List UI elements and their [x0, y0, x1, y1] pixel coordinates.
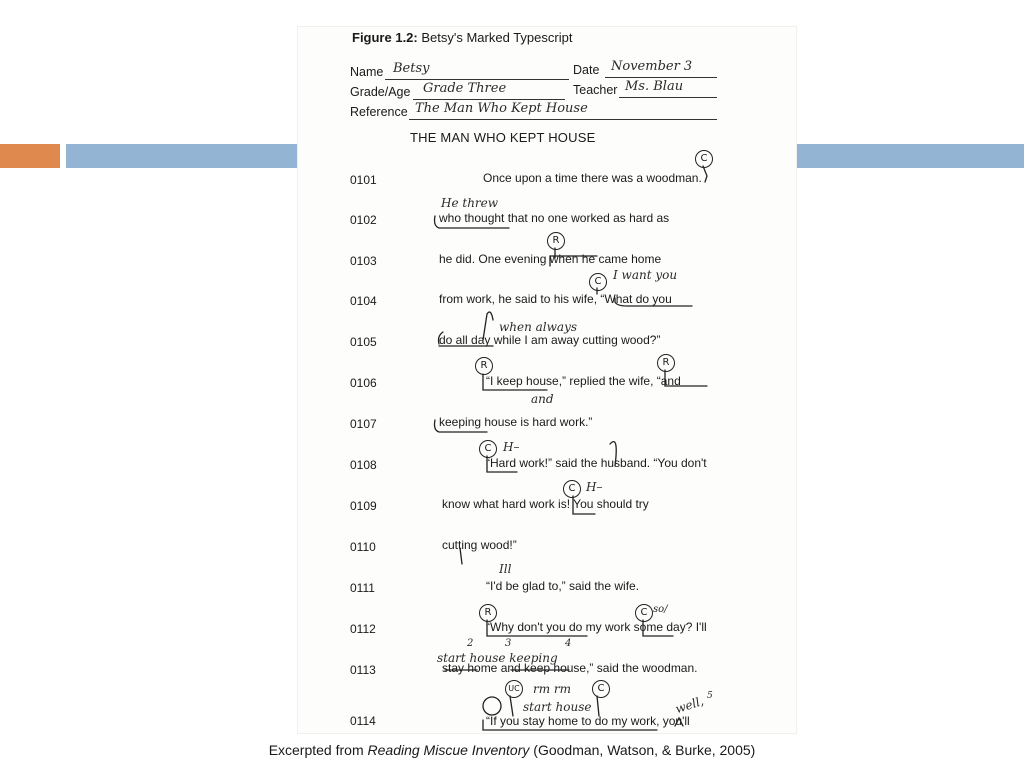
correction-mark: C: [563, 480, 581, 498]
miscue-annotation: start house: [523, 700, 592, 714]
miscue-annotation: rm rm: [533, 682, 572, 696]
line-number: 0110: [350, 540, 376, 554]
line-number: 0101: [350, 173, 377, 187]
caption-source-title: Reading Miscue Inventory: [367, 742, 530, 758]
miscue-annotation: well,: [673, 693, 706, 717]
line-number: 0106: [350, 376, 377, 390]
figure-title: [352, 30, 572, 45]
story-line: from work, he said to his wife, “What do you: [439, 292, 672, 306]
story-line: “I'd be glad to,” said the wife.: [486, 579, 640, 593]
correction-mark: C: [589, 273, 607, 291]
date-label: Date: [573, 63, 600, 77]
correction-mark: C: [592, 680, 610, 698]
line-number: 0108: [350, 458, 377, 472]
correction-mark: C: [695, 150, 713, 168]
reference-value: The Man Who Kept House: [415, 101, 588, 116]
story-line: cutting wood!”: [442, 538, 517, 552]
line-number: 0102: [350, 213, 377, 227]
caption-prefix: Excerpted from: [268, 742, 368, 758]
line-number: 0107: [350, 417, 377, 431]
miscue-annotation: 4: [565, 638, 572, 649]
miscue-annotation: when always: [499, 320, 577, 334]
story-line: keeping house is hard work.”: [439, 415, 593, 429]
miscue-annotation: 2: [467, 638, 474, 649]
line-number: 0112: [350, 622, 376, 636]
miscue-annotation: H–: [586, 480, 603, 494]
story-line: “Hard work!” said the husband. “You don't: [486, 456, 707, 470]
line-number: 0109: [350, 499, 377, 513]
repetition-mark: R: [547, 232, 565, 250]
line-number: 0114: [350, 714, 376, 728]
miscue-annotation: 3: [505, 638, 512, 649]
story-line: “I keep house,” replied the wife, “and: [486, 374, 681, 388]
story-line: stay home and keep house,” said the woodman.: [442, 661, 698, 675]
story-line: he did. One evening when he came home: [439, 252, 662, 266]
story-title: THE MAN WHO KEPT HOUSE: [410, 130, 596, 145]
line-number: 0104: [350, 294, 377, 308]
teacher-label: Teacher: [573, 83, 618, 97]
miscue-annotation: 5: [707, 691, 713, 701]
story-line: “Why don't you do my work some day? I'll: [486, 620, 707, 634]
line-number: 0105: [350, 335, 377, 349]
story-line: Once upon a time there was a woodman.: [483, 171, 702, 185]
repetition-mark: R: [479, 604, 497, 622]
accent-bar-blue-right: [797, 144, 1024, 168]
name-label: Name: [350, 65, 384, 79]
story-line: do all day while I am away cutting wood?”: [439, 333, 661, 347]
repetition-mark: R: [657, 354, 675, 372]
miscue-annotation: He threw: [441, 196, 499, 210]
figure-caption: [0, 742, 1024, 758]
date-value: November 3: [611, 59, 693, 74]
unsuccessful-correction-mark: UC: [505, 680, 523, 698]
grade-value: Grade Three: [423, 81, 507, 96]
line-number: 0113: [350, 663, 376, 677]
caption-citation: (Goodman, Watson, & Burke, 2005): [529, 742, 756, 758]
miscue-annotation: and: [531, 392, 554, 406]
repetition-mark: R: [475, 357, 493, 375]
line-number: 0111: [350, 581, 375, 595]
story-line: who thought that no one worked as hard as: [439, 211, 670, 225]
story-line: know what hard work is! You should try: [442, 497, 649, 511]
accent-bar-orange: [0, 144, 60, 168]
correction-mark: C: [635, 604, 653, 622]
correction-mark: C: [479, 440, 497, 458]
typescript-scan: [297, 26, 797, 734]
miscue-annotation: Ill: [499, 562, 512, 576]
line-number: 0103: [350, 254, 377, 268]
figure-name: Betsy's Marked Typescript: [421, 30, 573, 45]
miscue-annotation: so/: [653, 604, 668, 615]
miscue-annotation: I want you: [613, 268, 678, 282]
miscue-annotation: start house keeping: [437, 651, 558, 665]
figure-label: Figure 1.2:: [352, 30, 418, 45]
miscue-annotation: H–: [503, 440, 520, 454]
accent-bar-blue-left: [66, 144, 298, 168]
reference-label: Reference: [350, 105, 408, 119]
teacher-value: Ms. Blau: [625, 79, 684, 94]
story-line: “If you stay home to do my work, you'll: [486, 714, 690, 728]
name-value: Betsy: [393, 61, 430, 76]
grade-label: Grade/Age: [350, 85, 411, 99]
